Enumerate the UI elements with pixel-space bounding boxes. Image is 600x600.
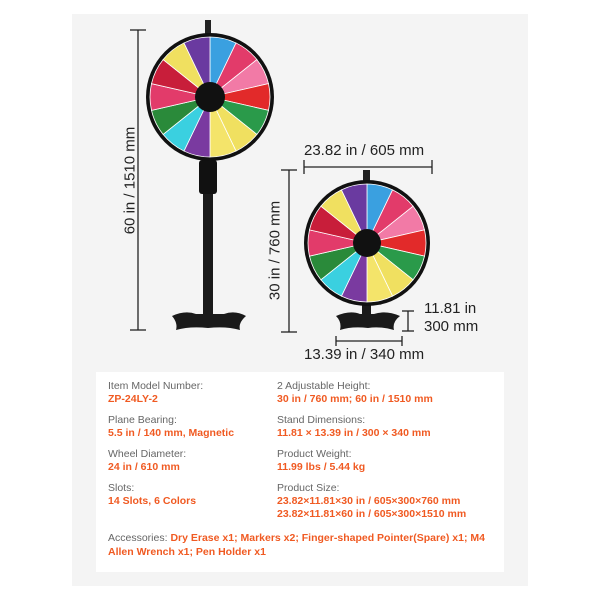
spec-bearing (108, 414, 234, 440)
base-height-label-in: 11.81 in (424, 300, 477, 317)
specifications-panel (96, 372, 504, 572)
spec-label: Accessories: (108, 532, 171, 544)
spec-weight (277, 448, 365, 474)
base-height-label-mm: 300 mm (424, 318, 479, 335)
spec-value: 23.82×11.81×60 in / 605×300×1510 mm (277, 508, 467, 520)
spec-accessories (108, 531, 498, 559)
spec-label: Slots: (108, 482, 135, 494)
spec-value: 23.82×11.81×30 in / 605×300×760 mm (277, 495, 461, 507)
base-width-dimension-line (336, 336, 402, 346)
tall-wheel (146, 33, 274, 161)
wheel-width-label: 23.82 in / 605 mm (304, 142, 425, 159)
spec-stand (277, 414, 431, 440)
wheel-hub (195, 82, 225, 112)
short-wheel (304, 180, 430, 306)
spec-value: 11.81 × 13.39 in / 300 × 340 mm (277, 427, 431, 439)
spec-label: Item Model Number: (108, 380, 204, 392)
spec-label: Product Weight: (277, 448, 352, 460)
spec-label: 2 Adjustable Height: (277, 380, 371, 392)
spec-label: Stand Dimensions: (277, 414, 366, 426)
spec-value: 30 in / 760 mm; 60 in / 1510 mm (277, 393, 433, 405)
spec-value: 5.5 in / 140 mm, Magnetic (108, 427, 235, 439)
spec-label: Product Size: (277, 482, 340, 494)
spec-height (277, 380, 433, 406)
short-height-label: 30 in / 760 mm (266, 200, 284, 301)
spec-value: 11.99 lbs / 5.44 kg (277, 461, 366, 473)
spec-value: ZP-24LY-2 (108, 393, 158, 405)
base-height-dimension-line (402, 311, 414, 331)
spec-label: Plane Bearing: (108, 414, 177, 426)
spec-size (277, 482, 466, 521)
spec-value: Dry Erase x1; Markers x2; Finger-shaped Pointer(Spare) x1; M4 Allen Wrench x1; Pen Holder x1 (108, 532, 485, 558)
tall-height-label: 60 in / 1510 mm (121, 126, 139, 235)
spec-value: 14 Slots, 6 Colors (108, 495, 197, 507)
base-width-label: 13.39 in / 340 mm (304, 346, 425, 363)
wheel-hub (353, 229, 381, 257)
spec-label: Wheel Diameter: (108, 448, 187, 460)
spec-diameter (108, 448, 186, 474)
spec-value: 24 in / 610 mm (108, 461, 180, 473)
spec-model (108, 380, 203, 406)
spec-slots (108, 482, 196, 508)
